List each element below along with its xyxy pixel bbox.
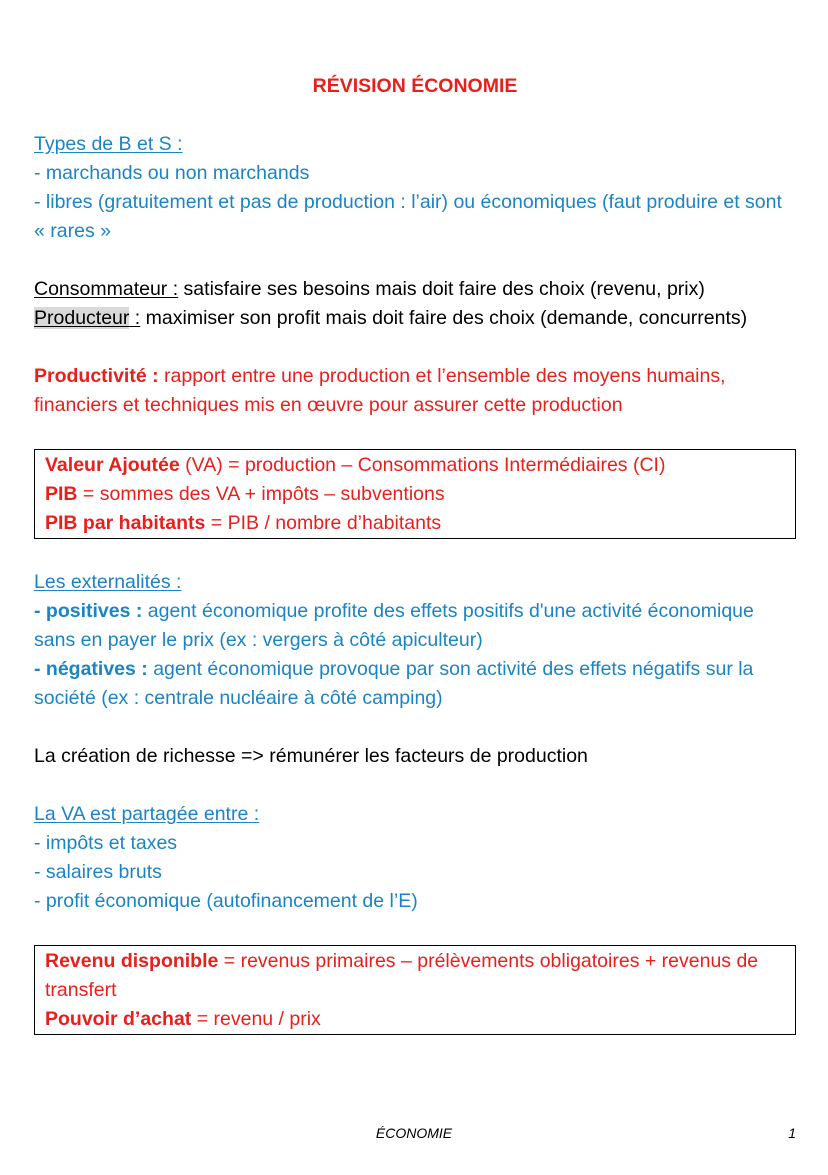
producteur-label: Producteur [34,307,130,329]
consommateur-line [34,275,796,304]
positives-text: agent économique profite des effets positifs d'une activité économique sans en payer le prix (ex : vergers à côté apiculteur) [34,600,754,651]
section-types [34,130,796,246]
list-item: - profit économique (autofinancement de l’E) [34,890,418,912]
document-body [34,72,796,1035]
definitions-box-revenu [34,945,796,1035]
revenu-label: Revenu disponible [45,950,219,972]
list-item: - impôts et taxes [34,832,178,854]
negatives-text: agent économique provoque par son activité des effets négatifs sur la société (ex : centrale nucléaire à côté camping) [34,658,754,709]
va-definition [45,451,785,480]
producteur-text: maximiser son profit mais doit faire des choix (demande, concurrents) [140,307,748,329]
section-agents [34,275,796,333]
pib-text: = sommes des VA + impôts – subventions [77,483,445,505]
va-text: (VA) = production – Consommations Intermédiaires (CI) [179,454,666,476]
producteur-line [34,304,796,333]
pouvoir-achat-label: Pouvoir d’achat [45,1008,192,1030]
pib-habitant-definition [45,509,785,538]
page-number: 1 [788,1125,796,1141]
partage-heading: La VA est partagée entre : [34,803,260,825]
revenu-definition [45,947,785,1005]
productivite-text: rapport entre une production et l’ensemble des moyens humains, financiers et techniques mis en œuvre pour assurer cette production [34,365,726,416]
pouvoir-achat-definition [45,1005,785,1034]
positives-label: - positives : [34,600,143,622]
productivite-definition [34,362,796,420]
pib-definition [45,480,785,509]
externalites-heading: Les externalités : [34,571,182,593]
negatives-label: - négatives : [34,658,148,680]
externalites-positives [34,597,796,655]
va-label: Valeur Ajoutée [45,454,180,476]
creation-richesse: La création de richesse => rémunérer les facteurs de production [34,745,588,767]
producteur-colon: : [129,307,141,329]
pib-habitant-label: PIB par habitants [45,512,206,534]
footer-title: ÉCONOMIE [375,1125,453,1141]
definitions-box-va-pib [34,449,796,539]
pib-label: PIB [45,483,78,505]
revenu-text: = revenus primaires – prélèvements obligatoires + revenus de transfert [45,950,759,1001]
list-item: - salaires bruts [34,861,162,883]
productivite-label: Productivité : [34,365,159,387]
list-item: - libres (gratuitement et pas de production : l’air) ou économiques (faut produire et sont « rares » [34,191,782,242]
section-externalites [34,568,796,713]
page-title: RÉVISION ÉCONOMIE [312,75,518,97]
consommateur-label: Consommateur : [34,278,179,300]
pib-habitant-text: = PIB / nombre d’habitants [205,512,442,534]
externalites-negatives [34,655,796,713]
section-partage-va [34,800,796,916]
pouvoir-achat-text: = revenu / prix [191,1008,321,1030]
types-heading: Types de B et S : [34,133,183,155]
list-item: - marchands ou non marchands [34,162,310,184]
consommateur-text: satisfaire ses besoins mais doit faire des choix (revenu, prix) [178,278,705,300]
